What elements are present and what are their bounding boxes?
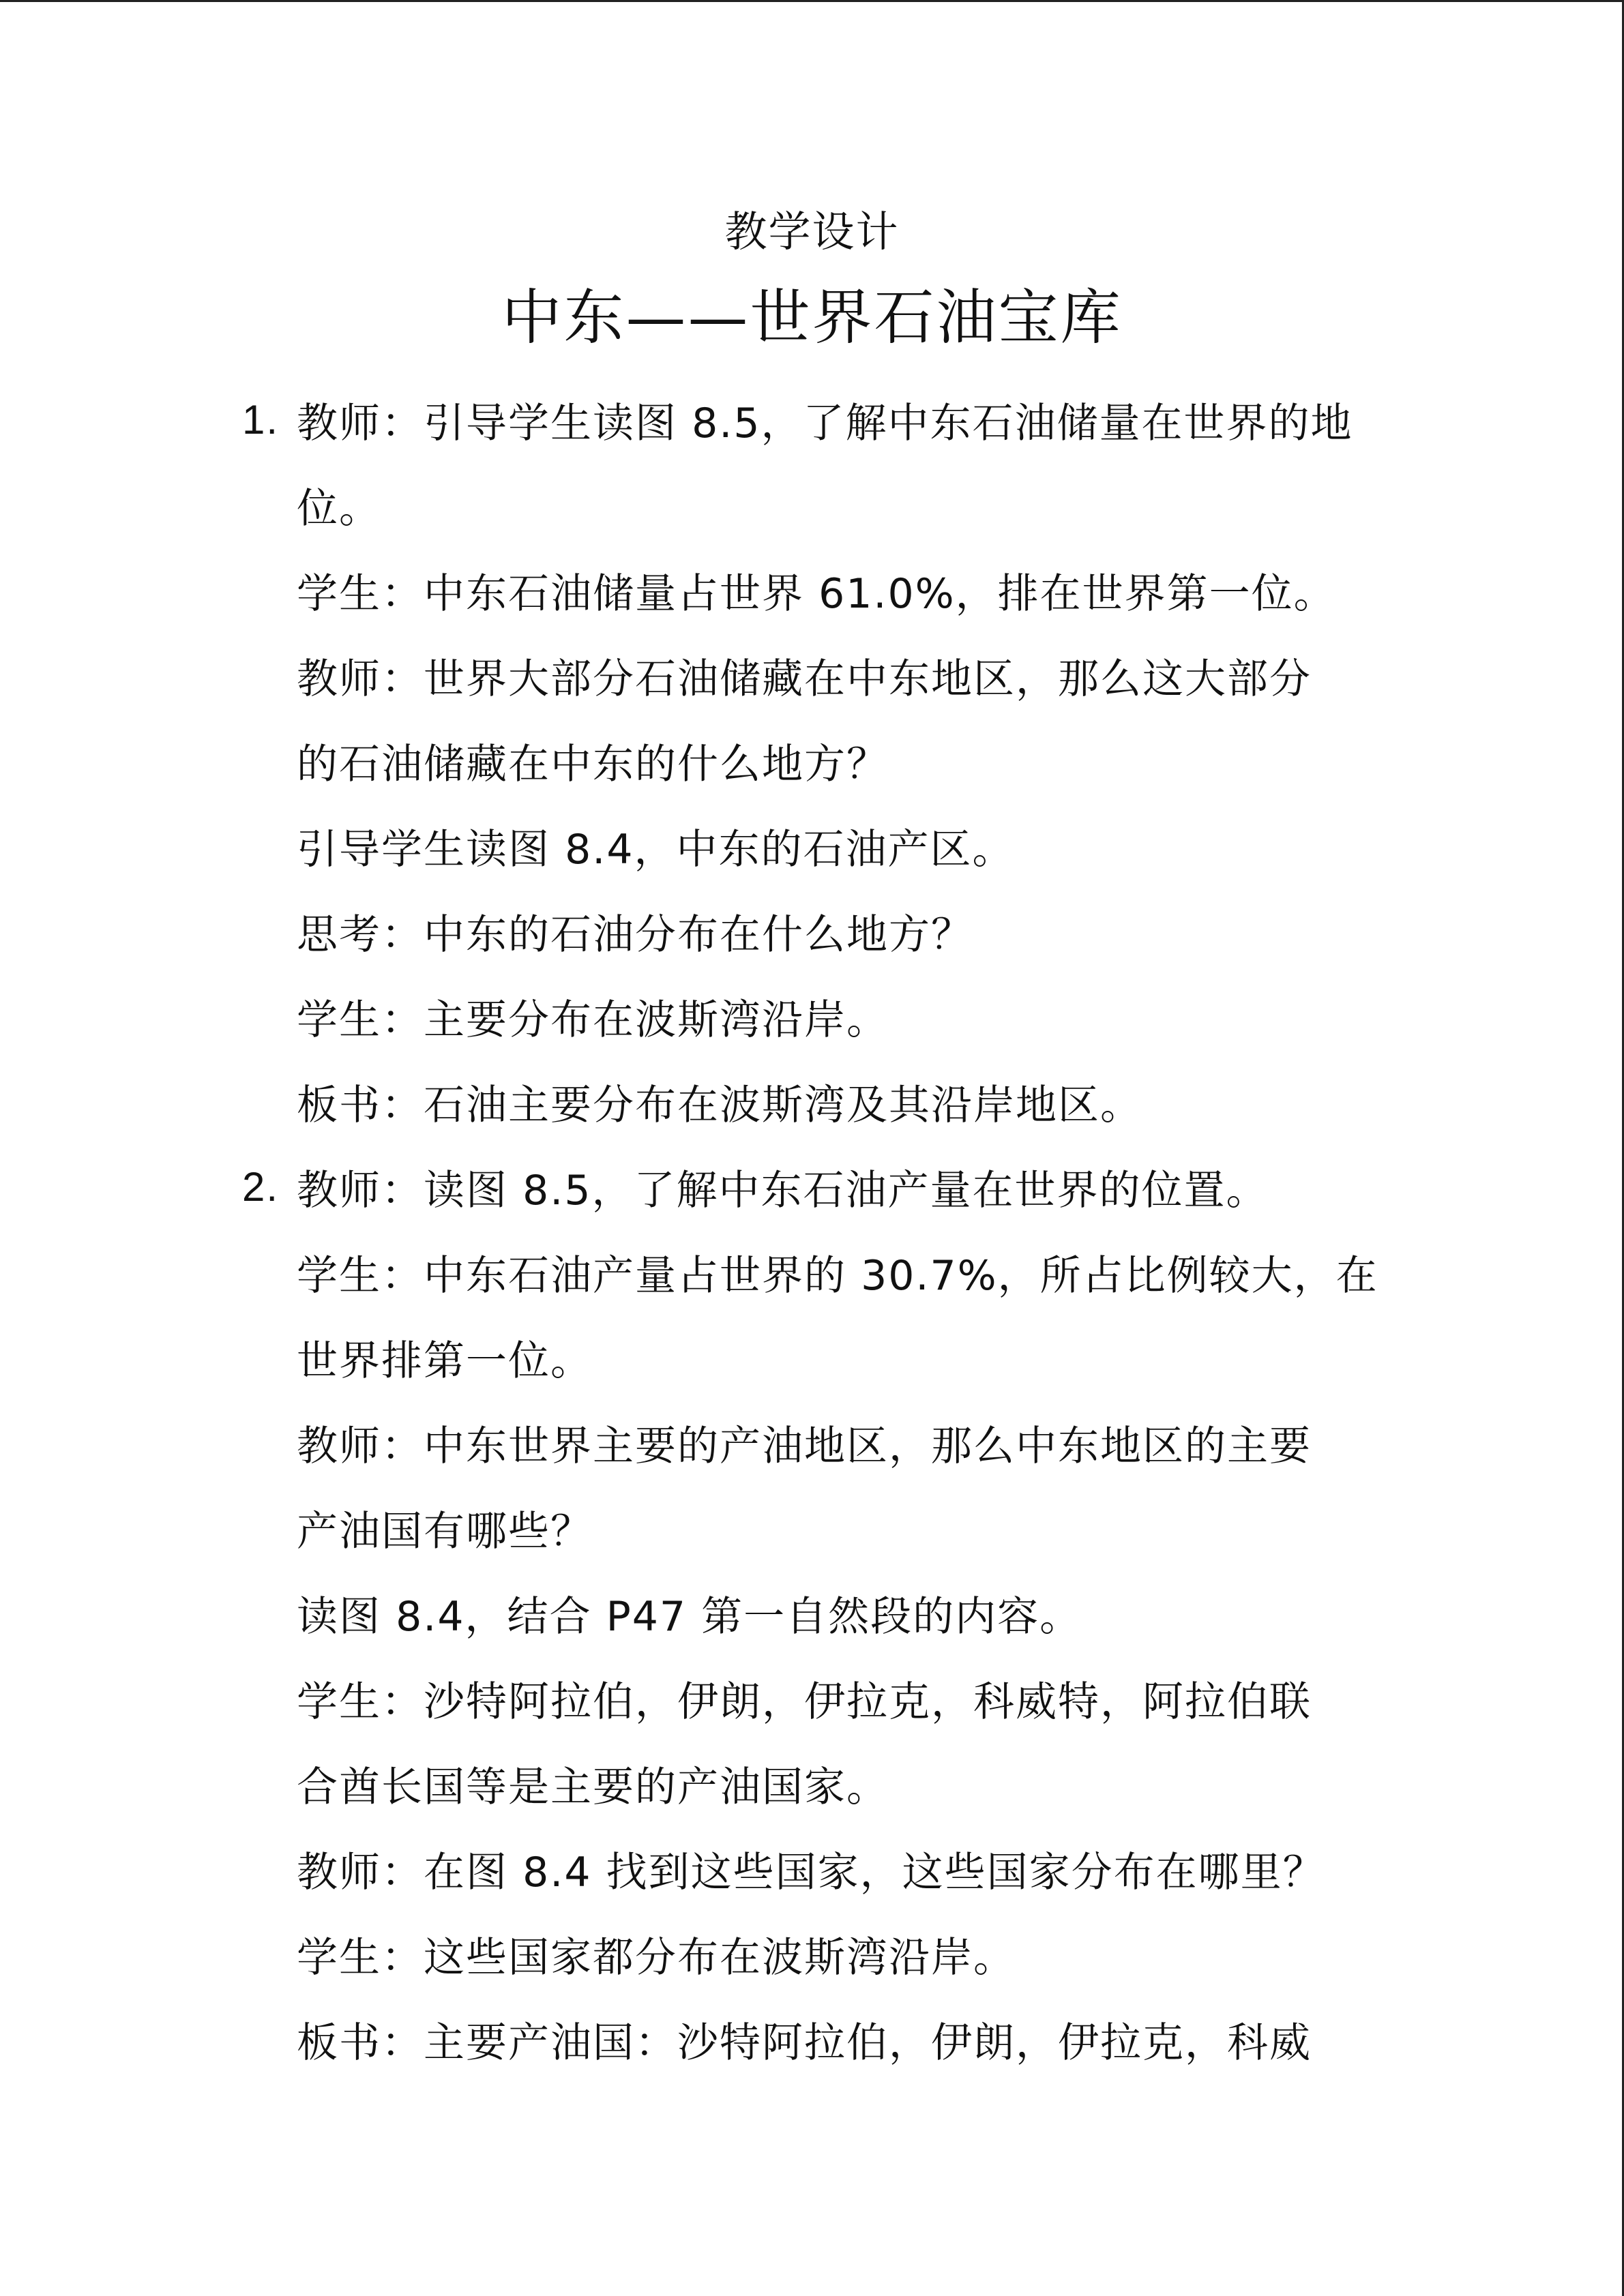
section-2 <box>242 1144 1402 2082</box>
line-text: 合酋长国等是主要的产油国家。 <box>297 1763 889 1811</box>
line-text: 学生：沙特阿拉伯，伊朗，伊拉克，科威特，阿拉伯联 <box>297 1678 1312 1726</box>
list-item <box>242 1144 1402 1229</box>
document-label: 教学设计 <box>724 207 900 256</box>
section-1 <box>242 377 1402 1144</box>
line-text: 教师：世界大部分石油储藏在中东地区，那么这大部分 <box>297 655 1312 703</box>
list-item <box>242 377 1402 462</box>
line-text: 读图 8.4，结合 P47 第一自然段的内容。 <box>297 1592 1082 1641</box>
line-text: 世界排第一位。 <box>297 1337 593 1385</box>
section-number: 2. <box>242 1164 280 1210</box>
line-text: 位。 <box>297 484 381 533</box>
line-text: 教师：中东世界主要的产油地区，那么中东地区的主要 <box>297 1422 1312 1470</box>
line-text: 引导学生读图 8.4，中东的石油产区。 <box>297 825 1015 874</box>
document-title: 中东——世界石油宝库 <box>501 282 1123 353</box>
line-text: 板书：石油主要分布在波斯湾及其沿岸地区。 <box>297 1081 1142 1129</box>
line-text: 教师：引导学生读图 8.5，了解中东石油储量在世界的地 <box>297 399 1353 447</box>
line-text: 思考：中东的石油分布在什么地方？ <box>297 910 973 959</box>
line-text: 学生：主要分布在波斯湾沿岸。 <box>297 996 889 1044</box>
line-text: 板书：主要产油国：沙特阿拉伯，伊朗，伊拉克，科威 <box>297 2018 1312 2067</box>
line-text: 学生：这些国家都分布在波斯湾沿岸。 <box>297 1933 1016 1982</box>
line-text: 学生：中东石油产量占世界的 30.7%，所占比例较大，在 <box>297 1251 1378 1300</box>
line-text: 产油国有哪些？ <box>297 1507 593 1555</box>
line-text: 学生：中东石油储量占世界 61.0%，排在世界第一位。 <box>297 569 1336 618</box>
line-text: 教师：在图 8.4 找到这些国家，这些国家分布在哪里？ <box>297 1848 1325 1896</box>
lesson-content <box>242 377 1402 2082</box>
section-number: 1. <box>242 397 280 443</box>
line-text: 的石油储藏在中东的什么地方？ <box>297 740 889 788</box>
line-text: 教师：读图 8.5，了解中东石油产量在世界的位置。 <box>297 1166 1269 1214</box>
